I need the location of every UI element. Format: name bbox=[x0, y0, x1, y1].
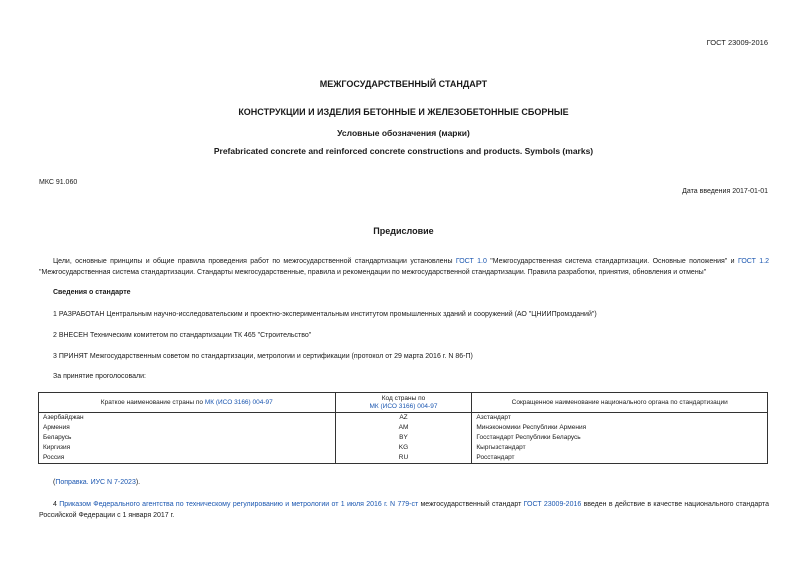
body-cell: Кыргызстандарт bbox=[472, 443, 768, 453]
introduction-date: Дата введения 2017-01-01 bbox=[682, 188, 768, 195]
paragraph-text: 4 bbox=[53, 501, 60, 508]
mk-iso-link[interactable]: МК (ИСО 3166) 004-97 bbox=[369, 402, 438, 410]
amendment-link[interactable]: Поправка. ИУС N 7-2023 bbox=[55, 479, 136, 486]
paren-close: ). bbox=[135, 479, 141, 486]
paragraph-text: Цели, основные принципы и общие правила проведения работ по межгосударственной стандартизации установлены bbox=[53, 258, 456, 265]
code-cell: BY bbox=[335, 433, 472, 443]
document-code: ГОСТ 23009-2016 bbox=[706, 38, 768, 47]
code-cell: KG bbox=[335, 443, 472, 453]
mk-iso-link[interactable]: МК (ИСО 3166) 004-97 bbox=[204, 398, 273, 406]
foreword-heading: Предисловие bbox=[373, 226, 434, 236]
paragraph-text: введен в действие в качестве национального стандарта Российской Федерации с 1 января 2017 г. bbox=[39, 501, 769, 519]
header-country-code bbox=[335, 393, 472, 413]
amendment-note bbox=[53, 479, 140, 486]
table-row bbox=[39, 413, 768, 424]
code-cell: RU bbox=[335, 453, 472, 464]
country-cell: Киргизия bbox=[39, 443, 336, 453]
gost-23009-link[interactable]: ГОСТ 23009-2016 bbox=[523, 501, 582, 508]
header-text: Краткое наименование страны по bbox=[100, 398, 205, 406]
country-cell: Россия bbox=[39, 453, 336, 464]
item-adopted-by: 3 ПРИНЯТ Межгосударственным советом по стандартизации, метрологии и сертификации (протокол от 29 марта 2016 г. N 86-П) bbox=[53, 353, 473, 360]
body-cell: Росстандарт bbox=[472, 453, 768, 464]
paragraph-text: межгосударственный стандарт bbox=[418, 501, 524, 508]
table-header-row bbox=[39, 393, 768, 413]
gost-1-2-link[interactable]: ГОСТ 1.2 bbox=[737, 258, 769, 265]
mks-code: МКС 91.060 bbox=[39, 179, 78, 186]
header-national-body: Сокращенное наименование национального органа по стандартизации bbox=[472, 393, 768, 413]
paragraph-text: "Межгосударственная система стандартизации. Основные положения" и bbox=[486, 258, 738, 265]
table-row bbox=[39, 443, 768, 453]
header-country-name bbox=[39, 393, 336, 413]
document-title-english: Prefabricated concrete and reinforced concrete constructions and products. Symbols (marks) bbox=[213, 146, 594, 156]
paren-open: ( bbox=[53, 479, 56, 486]
item-enacted-by bbox=[39, 500, 769, 521]
body-cell: Азстандарт bbox=[472, 413, 768, 424]
paragraph-text: "Межгосударственная система стандартизации. Стандарты межгосударственные, правила и рекомендации по межгосударственной стандартизации. Правила разработки, принятия, обновления и отмены" bbox=[39, 268, 707, 276]
table-row bbox=[39, 453, 768, 464]
table-row bbox=[39, 433, 768, 443]
body-cell: Минэкономики Республики Армения bbox=[472, 423, 768, 433]
country-cell: Армения bbox=[39, 423, 336, 433]
table-row bbox=[39, 423, 768, 433]
country-cell: Азербайджан bbox=[39, 413, 336, 424]
standard-info-heading: Сведения о стандарте bbox=[53, 289, 131, 296]
country-cell: Беларусь bbox=[39, 433, 336, 443]
voted-label: За принятие проголосовали: bbox=[53, 373, 146, 380]
member-countries-table bbox=[38, 392, 768, 464]
item-introduced-by: 2 ВНЕСЕН Техническим комитетом по стандартизации ТК 465 "Строительство" bbox=[53, 332, 312, 339]
foreword-paragraph bbox=[39, 257, 769, 278]
standard-type: МЕЖГОСУДАРСТВЕННЫЙ СТАНДАРТ bbox=[319, 79, 488, 89]
gost-1-0-link[interactable]: ГОСТ 1.0 bbox=[455, 258, 487, 265]
header-text: Код страны по bbox=[381, 394, 426, 402]
body-cell: Госстандарт Республики Беларусь bbox=[472, 433, 768, 443]
document-subtitle: Условные обозначения (марки) bbox=[337, 128, 470, 138]
code-cell: AZ bbox=[335, 413, 472, 424]
item-developed-by: 1 РАЗРАБОТАН Центральным научно-исследовательским и проектно-экспериментальным институтом промышленных зданий и сооружений (АО "ЦНИИПромзданий") bbox=[53, 311, 597, 318]
order-link[interactable]: Приказом Федерального агентства по техническому регулированию и метрологии от 1 июля 2016 г. N 779-ст bbox=[59, 501, 419, 508]
code-cell: AM bbox=[335, 423, 472, 433]
document-title: КОНСТРУКЦИИ И ИЗДЕЛИЯ БЕТОННЫЕ И ЖЕЛЕЗОБЕТОННЫЕ СБОРНЫЕ bbox=[238, 107, 569, 117]
